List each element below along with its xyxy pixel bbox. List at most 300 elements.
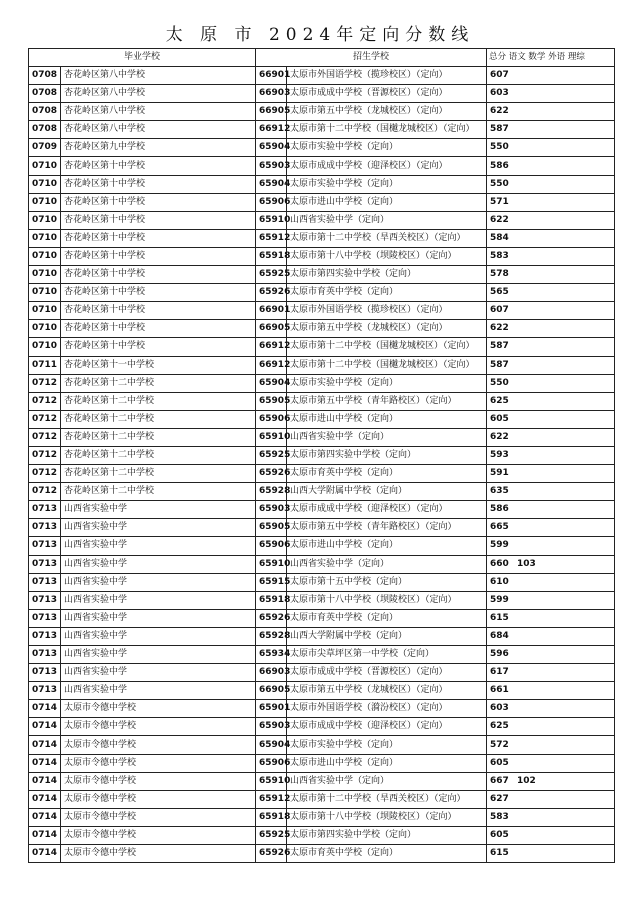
table-row [29, 664, 615, 682]
grad-school-name: 杏花岭区第八中学校 [61, 67, 256, 85]
score-cell [487, 537, 615, 555]
table-row [29, 392, 615, 410]
enroll-school-name: 太原市尖草坪区第一中学校（定向） [287, 646, 487, 664]
score-cell [487, 67, 615, 85]
enroll-code: 65906 [256, 537, 287, 555]
grad-school-name: 杏花岭区第八中学校 [61, 85, 256, 103]
enroll-school-name: 山西大学附属中学校（定向） [287, 627, 487, 645]
enroll-code: 66905 [256, 682, 287, 700]
enroll-code: 66901 [256, 67, 287, 85]
chinese-score: 102 [517, 775, 536, 786]
table-row [29, 718, 615, 736]
enroll-code: 65904 [256, 139, 287, 157]
enroll-code: 65903 [256, 718, 287, 736]
grad-school-name: 杏花岭区第十中学校 [61, 247, 256, 265]
enroll-school-name: 山西省实验中学（定向） [287, 772, 487, 790]
grad-code: 0713 [29, 537, 61, 555]
score-cell [487, 790, 615, 808]
enroll-school-name: 太原市第五中学校（龙城校区）（定向） [287, 103, 487, 121]
enroll-school-name: 太原市实验中学校（定向） [287, 139, 487, 157]
enroll-school-name: 太原市成成中学校（晋源校区）（定向） [287, 85, 487, 103]
grad-code: 0714 [29, 772, 61, 790]
grad-school-name: 杏花岭区第十中学校 [61, 302, 256, 320]
total-score: 625 [490, 395, 509, 406]
table-row [29, 139, 615, 157]
score-cell [487, 266, 615, 284]
total-score: 615 [490, 612, 509, 623]
grad-school-name: 杏花岭区第十二中学校 [61, 428, 256, 446]
grad-code: 0714 [29, 754, 61, 772]
table-row [29, 754, 615, 772]
table-row [29, 845, 615, 863]
enroll-code: 65918 [256, 247, 287, 265]
score-cell [487, 700, 615, 718]
enroll-code: 65928 [256, 627, 287, 645]
enroll-school-name: 太原市第四实验中学校（定向） [287, 266, 487, 284]
score-cell [487, 664, 615, 682]
grad-code: 0713 [29, 519, 61, 537]
grad-code: 0712 [29, 465, 61, 483]
table-row [29, 229, 615, 247]
enroll-code: 65905 [256, 519, 287, 537]
enroll-code: 65906 [256, 193, 287, 211]
grad-school-name: 山西省实验中学 [61, 646, 256, 664]
total-score: 587 [490, 359, 509, 370]
grad-school-name: 杏花岭区第八中学校 [61, 121, 256, 139]
score-cell [487, 428, 615, 446]
grad-code: 0714 [29, 826, 61, 844]
enroll-code: 65926 [256, 609, 287, 627]
grad-code: 0712 [29, 483, 61, 501]
score-cell [487, 808, 615, 826]
table-row [29, 591, 615, 609]
total-score: 605 [490, 757, 509, 768]
score-cell [487, 826, 615, 844]
enroll-code: 65926 [256, 284, 287, 302]
table-row [29, 501, 615, 519]
enroll-code: 65910 [256, 555, 287, 573]
grad-school-name: 杏花岭区第十中学校 [61, 338, 256, 356]
grad-code: 0712 [29, 392, 61, 410]
grad-school-name: 山西省实验中学 [61, 501, 256, 519]
enroll-school-name: 太原市成成中学校（迎泽校区）（定向） [287, 718, 487, 736]
enroll-code: 66901 [256, 302, 287, 320]
enroll-school-name: 太原市外国语学校（揽珍校区）（定向） [287, 302, 487, 320]
score-cell [487, 609, 615, 627]
enroll-school-name: 太原市第四实验中学校（定向） [287, 446, 487, 464]
total-score: 586 [490, 160, 509, 171]
grad-school-name: 山西省实验中学 [61, 573, 256, 591]
enroll-school-name: 太原市外国语学校（漪汾校区）（定向） [287, 700, 487, 718]
enroll-school-name: 山西大学附属中学校（定向） [287, 483, 487, 501]
score-cell [487, 211, 615, 229]
total-score: 572 [490, 739, 509, 750]
table-row [29, 682, 615, 700]
table-row [29, 157, 615, 175]
table-row [29, 85, 615, 103]
grad-code: 0708 [29, 67, 61, 85]
table-row [29, 410, 615, 428]
page-title: 太 原 市 2024年定向分数线 [165, 25, 475, 45]
table-row [29, 609, 615, 627]
enroll-school-name: 太原市第十八中学校（坝陵校区）（定向） [287, 247, 487, 265]
grad-school-name: 杏花岭区第十二中学校 [61, 374, 256, 392]
grad-code: 0710 [29, 266, 61, 284]
enroll-code: 65928 [256, 483, 287, 501]
table-row [29, 284, 615, 302]
table-row [29, 374, 615, 392]
score-cell [487, 410, 615, 428]
grad-school-name: 太原市令德中学校 [61, 700, 256, 718]
table-row [29, 338, 615, 356]
total-score: 586 [490, 504, 509, 515]
total-score: 625 [490, 721, 509, 732]
enroll-code: 65904 [256, 374, 287, 392]
table-row [29, 646, 615, 664]
grad-code: 0708 [29, 121, 61, 139]
total-score: 587 [490, 341, 509, 352]
enroll-school-name: 山西省实验中学（定向） [287, 428, 487, 446]
enroll-code: 65925 [256, 266, 287, 284]
enroll-school-name: 太原市进山中学校（定向） [287, 754, 487, 772]
score-cell [487, 555, 615, 573]
grad-school-name: 杏花岭区第九中学校 [61, 139, 256, 157]
enroll-code: 65918 [256, 808, 287, 826]
table-row [29, 356, 615, 374]
grad-code: 0708 [29, 103, 61, 121]
grad-school-name: 山西省实验中学 [61, 519, 256, 537]
grad-code: 0712 [29, 428, 61, 446]
table-row [29, 67, 615, 85]
enroll-code: 66905 [256, 103, 287, 121]
table-row [29, 790, 615, 808]
table-row [29, 537, 615, 555]
grad-code: 0710 [29, 157, 61, 175]
enroll-code: 66903 [256, 85, 287, 103]
score-cell [487, 392, 615, 410]
enroll-school-name: 太原市进山中学校（定向） [287, 193, 487, 211]
enroll-school-name: 太原市成成中学校（晋源校区）（定向） [287, 664, 487, 682]
enroll-school-name: 太原市第十二中学校（旱西关校区）（定向） [287, 229, 487, 247]
total-score: 635 [490, 486, 509, 497]
table-row [29, 573, 615, 591]
enroll-school-name: 太原市育英中学校（定向） [287, 465, 487, 483]
table-row [29, 266, 615, 284]
grad-school-name: 太原市令德中学校 [61, 845, 256, 863]
enroll-school-name: 太原市实验中学校（定向） [287, 736, 487, 754]
score-cell [487, 646, 615, 664]
total-score: 607 [490, 70, 509, 81]
grad-code: 0711 [29, 356, 61, 374]
table-body [29, 67, 615, 863]
total-score: 610 [490, 576, 509, 587]
score-cell [487, 302, 615, 320]
table-row [29, 103, 615, 121]
enroll-school-name: 太原市实验中学校（定向） [287, 175, 487, 193]
enroll-school-name: 太原市第十八中学校（坝陵校区）（定向） [287, 808, 487, 826]
total-score: 603 [490, 703, 509, 714]
enroll-school-name: 太原市育英中学校（定向） [287, 609, 487, 627]
grad-code: 0710 [29, 229, 61, 247]
grad-code: 0712 [29, 410, 61, 428]
enroll-code: 65904 [256, 736, 287, 754]
enroll-school-name: 太原市成成中学校（迎泽校区）（定向） [287, 157, 487, 175]
grad-code: 0710 [29, 175, 61, 193]
grad-school-name: 杏花岭区第十中学校 [61, 284, 256, 302]
enroll-school-name: 太原市第五中学校（青年路校区）（定向） [287, 392, 487, 410]
total-score: 599 [490, 540, 509, 551]
score-cell [487, 247, 615, 265]
total-score: 584 [490, 232, 509, 243]
table-row [29, 483, 615, 501]
total-score: 667 [490, 775, 509, 786]
total-score: 607 [490, 305, 509, 316]
grad-school-name: 杏花岭区第十中学校 [61, 266, 256, 284]
total-score: 593 [490, 450, 509, 461]
grad-school-name: 太原市令德中学校 [61, 790, 256, 808]
score-cell [487, 483, 615, 501]
total-score: 587 [490, 124, 509, 135]
total-score: 615 [490, 848, 509, 859]
grad-school-name: 杏花岭区第十二中学校 [61, 410, 256, 428]
score-table [28, 48, 615, 863]
table-row [29, 772, 615, 790]
table-row [29, 808, 615, 826]
grad-school-name: 山西省实验中学 [61, 591, 256, 609]
score-cell [487, 627, 615, 645]
grad-code: 0713 [29, 646, 61, 664]
total-score: 550 [490, 142, 509, 153]
total-score: 550 [490, 178, 509, 189]
grad-code: 0709 [29, 139, 61, 157]
total-score: 591 [490, 468, 509, 479]
score-cell [487, 139, 615, 157]
grad-school-name: 杏花岭区第十中学校 [61, 229, 256, 247]
score-cell [487, 284, 615, 302]
grad-code: 0710 [29, 193, 61, 211]
total-score: 665 [490, 522, 509, 533]
score-cell [487, 320, 615, 338]
enroll-code: 65934 [256, 646, 287, 664]
enroll-school-name: 太原市进山中学校（定向） [287, 537, 487, 555]
score-cell [487, 465, 615, 483]
enroll-school-name: 太原市第四实验中学校（定向） [287, 826, 487, 844]
grad-code: 0713 [29, 555, 61, 573]
total-score: 684 [490, 630, 509, 641]
grad-code: 0713 [29, 573, 61, 591]
total-score: 605 [490, 829, 509, 840]
total-score: 583 [490, 811, 509, 822]
score-cell [487, 754, 615, 772]
grad-code: 0712 [29, 446, 61, 464]
enroll-code: 65918 [256, 591, 287, 609]
grad-code: 0710 [29, 302, 61, 320]
grad-school-name: 杏花岭区第十二中学校 [61, 483, 256, 501]
grad-code: 0714 [29, 790, 61, 808]
header-enroll-school: 招生学校 [256, 49, 487, 67]
enroll-school-name: 太原市实验中学校（定向） [287, 374, 487, 392]
grad-code: 0710 [29, 247, 61, 265]
grad-school-name: 杏花岭区第十二中学校 [61, 392, 256, 410]
grad-code: 0714 [29, 808, 61, 826]
chinese-score: 103 [517, 558, 536, 569]
grad-school-name: 太原市令德中学校 [61, 808, 256, 826]
total-score: 622 [490, 106, 509, 117]
header-grad-school: 毕业学校 [29, 49, 256, 67]
enroll-school-name: 太原市第五中学校（青年路校区）（定向） [287, 519, 487, 537]
table-row [29, 446, 615, 464]
enroll-school-name: 山西省实验中学（定向） [287, 211, 487, 229]
enroll-code: 65904 [256, 175, 287, 193]
grad-code: 0713 [29, 682, 61, 700]
enroll-code: 66905 [256, 320, 287, 338]
table-row [29, 465, 615, 483]
enroll-school-name: 太原市第十五中学校（定向） [287, 573, 487, 591]
enroll-school-name: 太原市第十二中学校（国樾龙城校区）（定向） [287, 356, 487, 374]
score-cell [487, 718, 615, 736]
grad-school-name: 杏花岭区第十二中学校 [61, 446, 256, 464]
grad-code: 0712 [29, 374, 61, 392]
score-cell [487, 845, 615, 863]
grad-school-name: 杏花岭区第十中学校 [61, 193, 256, 211]
table-row [29, 211, 615, 229]
enroll-code: 65925 [256, 826, 287, 844]
grad-code: 0713 [29, 609, 61, 627]
total-score: 599 [490, 594, 509, 605]
grad-school-name: 太原市令德中学校 [61, 718, 256, 736]
grad-code: 0710 [29, 320, 61, 338]
grad-school-name: 杏花岭区第十中学校 [61, 320, 256, 338]
grad-school-name: 太原市令德中学校 [61, 736, 256, 754]
table-row [29, 175, 615, 193]
grad-school-name: 山西省实验中学 [61, 609, 256, 627]
enroll-code: 65912 [256, 229, 287, 247]
score-cell [487, 573, 615, 591]
total-score: 550 [490, 377, 509, 388]
score-cell [487, 193, 615, 211]
score-cell [487, 772, 615, 790]
table-header-row [29, 49, 615, 67]
grad-school-name: 杏花岭区第十一中学校 [61, 356, 256, 374]
score-cell [487, 519, 615, 537]
enroll-code: 65903 [256, 157, 287, 175]
enroll-school-name: 太原市第五中学校（龙城校区）（定向） [287, 682, 487, 700]
score-cell [487, 736, 615, 754]
enroll-school-name: 山西省实验中学（定向） [287, 555, 487, 573]
grad-code: 0710 [29, 284, 61, 302]
table-row [29, 519, 615, 537]
grad-school-name: 山西省实验中学 [61, 537, 256, 555]
grad-school-name: 山西省实验中学 [61, 664, 256, 682]
enroll-code: 65915 [256, 573, 287, 591]
enroll-code: 65906 [256, 754, 287, 772]
score-cell [487, 682, 615, 700]
grad-school-name: 杏花岭区第十二中学校 [61, 465, 256, 483]
grad-school-name: 山西省实验中学 [61, 555, 256, 573]
enroll-school-name: 太原市育英中学校（定向） [287, 845, 487, 863]
table-row [29, 320, 615, 338]
grad-school-name: 杏花岭区第十中学校 [61, 211, 256, 229]
score-cell [487, 501, 615, 519]
grad-school-name: 山西省实验中学 [61, 627, 256, 645]
total-score: 578 [490, 269, 509, 280]
grad-code: 0714 [29, 845, 61, 863]
enroll-code: 66912 [256, 356, 287, 374]
score-cell [487, 157, 615, 175]
score-cell [487, 85, 615, 103]
enroll-code: 66903 [256, 664, 287, 682]
enroll-school-name: 太原市育英中学校（定向） [287, 284, 487, 302]
grad-school-name: 太原市令德中学校 [61, 826, 256, 844]
enroll-school-name: 太原市第十八中学校（坝陵校区）（定向） [287, 591, 487, 609]
table-row [29, 428, 615, 446]
grad-school-name: 杏花岭区第十中学校 [61, 157, 256, 175]
total-score: 660 [490, 558, 509, 569]
total-score: 605 [490, 413, 509, 424]
enroll-code: 65901 [256, 700, 287, 718]
enroll-code: 65910 [256, 211, 287, 229]
score-cell [487, 356, 615, 374]
grad-code: 0714 [29, 736, 61, 754]
grad-code: 0713 [29, 627, 61, 645]
enroll-school-name: 太原市第十二中学校（旱西关校区）（定向） [287, 790, 487, 808]
enroll-school-name: 太原市第五中学校（龙城校区）（定向） [287, 320, 487, 338]
enroll-code: 65906 [256, 410, 287, 428]
enroll-code: 65925 [256, 446, 287, 464]
grad-code: 0713 [29, 501, 61, 519]
grad-code: 0710 [29, 211, 61, 229]
enroll-school-name: 太原市外国语学校（揽珍校区）（定向） [287, 67, 487, 85]
score-cell [487, 591, 615, 609]
score-cell [487, 446, 615, 464]
table-row [29, 736, 615, 754]
total-score: 583 [490, 250, 509, 261]
total-score: 603 [490, 88, 509, 99]
score-cell [487, 103, 615, 121]
grad-code: 0710 [29, 338, 61, 356]
grad-school-name: 杏花岭区第八中学校 [61, 103, 256, 121]
total-score: 622 [490, 431, 509, 442]
score-cell [487, 229, 615, 247]
enroll-code: 65905 [256, 392, 287, 410]
table-row [29, 247, 615, 265]
grad-code: 0713 [29, 664, 61, 682]
table-row [29, 627, 615, 645]
table-row [29, 700, 615, 718]
table-row [29, 555, 615, 573]
total-score: 565 [490, 287, 509, 298]
total-score: 661 [490, 685, 509, 696]
grad-code: 0713 [29, 591, 61, 609]
enroll-code: 65910 [256, 428, 287, 446]
grad-code: 0714 [29, 700, 61, 718]
score-cell [487, 175, 615, 193]
enroll-school-name: 太原市成成中学校（迎泽校区）（定向） [287, 501, 487, 519]
total-score: 622 [490, 214, 509, 225]
grad-school-name: 山西省实验中学 [61, 682, 256, 700]
enroll-code: 65903 [256, 501, 287, 519]
grad-school-name: 太原市令德中学校 [61, 772, 256, 790]
grad-school-name: 太原市令德中学校 [61, 754, 256, 772]
score-cell [487, 338, 615, 356]
score-cell [487, 374, 615, 392]
enroll-code: 65926 [256, 845, 287, 863]
total-score: 627 [490, 793, 509, 804]
total-score: 622 [490, 323, 509, 334]
enroll-school-name: 太原市第十二中学校（国樾龙城校区）（定向） [287, 121, 487, 139]
enroll-code: 65912 [256, 790, 287, 808]
header-scores: 总分 语文 数学 外语 理综 [487, 49, 615, 67]
